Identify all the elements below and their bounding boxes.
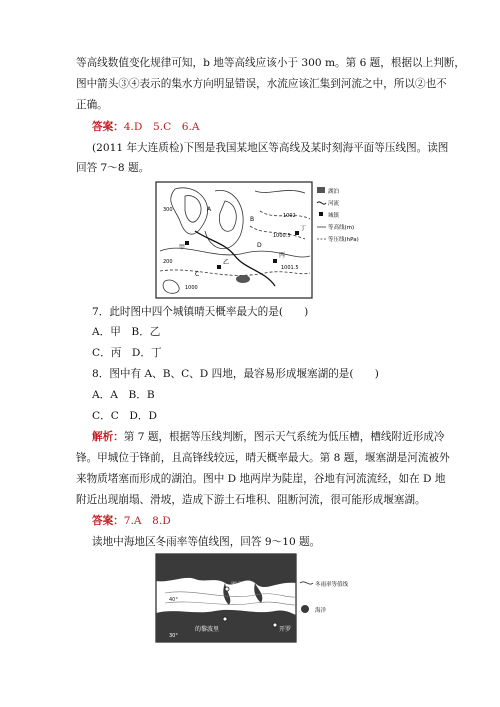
answer-value: 7.A 8.D (123, 515, 171, 527)
map-label: 乙 (223, 259, 230, 266)
analysis-text: 第 7 题，根据等压线判断，图示天气系统为低压槽，槽线附近形成冷 (123, 431, 445, 443)
answer-line (92, 120, 452, 134)
legend-label: 冬雨率等值线 (315, 582, 349, 588)
map-label: 丙 (279, 252, 286, 259)
map-label: 1000.5 (273, 233, 291, 239)
answer-label: 答案： (92, 515, 124, 527)
map-label: 30° (169, 633, 178, 639)
text-line: 图中箭头③④表示的集水方向明显错误，水流应该汇集到河流之中，所以②也不 (76, 78, 447, 90)
map-label: 罗马 (231, 582, 244, 589)
question-8-options: C．C D．D (92, 410, 157, 422)
map-label: D (257, 242, 262, 249)
legend-label: 海洋 (315, 608, 327, 614)
map-label: 甲 (179, 244, 186, 251)
text-line: 等高线数值变化规律可知，b 地等高线应该小于 300 m。第 6 题，根据以上判断， (76, 57, 466, 69)
question-intro: 回答 7～8 题。 (76, 162, 150, 174)
question-8-options: A．A B．B (92, 389, 155, 401)
legend-label: 等高线(m) (328, 225, 355, 231)
legend-label: 等压线(hPa) (328, 237, 359, 243)
contour-isobar-map (155, 181, 363, 299)
text-line: 正确。 (76, 99, 108, 111)
map-label: 1002 (283, 213, 296, 219)
analysis-line: 来物质堵塞而形成的湖泊。图中 D 地两岸为陡崖，谷地有河流流经，如在 D 地 (76, 473, 446, 485)
map-label: 开罗 (279, 626, 292, 633)
map-legend (300, 580, 349, 614)
mediterranean-map (155, 553, 355, 643)
question-7-options: C．丙 D．丁 (92, 347, 162, 359)
question-intro: (2011 年大连质检)下图是我国某地区等高线及某时刻海平面等压线图。读图 (92, 142, 449, 154)
legend-label: 城镇 (328, 213, 340, 219)
map-label: 1000 (185, 285, 198, 291)
map-label: 300 (163, 207, 173, 213)
map-label: A (207, 206, 212, 213)
map-graphic (155, 553, 355, 643)
legend-label: 湖泊 (328, 189, 340, 195)
map-label: B (250, 216, 255, 223)
analysis-line (92, 430, 452, 444)
map-legend (317, 187, 359, 243)
question-8: 8．图中有 A、B、C、D 四地，最容易形成堰塞湖的是( ) (92, 368, 379, 380)
question-intro: 读地中海地区冬雨率等值线图，回答 9～10 题。 (92, 536, 321, 548)
question-7-options: A．甲 B．乙 (92, 326, 161, 338)
answer-value: 4.D 5.C 6.A (123, 121, 200, 133)
legend-label: 河流 (328, 201, 340, 207)
analysis-label: 解析： (92, 431, 124, 443)
map-label: 的黎波里 (195, 626, 220, 633)
map-label: 200 (163, 259, 173, 265)
map-graphic (155, 181, 363, 299)
analysis-line: 锋。甲城位于锋前，且高锋线较远，晴天概率最大。第 8 题，堰塞湖是河流被外 (76, 452, 450, 464)
question-7: 7．此时图中四个城镇晴天概率最大的是( ) (92, 306, 309, 318)
answer-line (92, 514, 452, 528)
map-label: 1001.5 (281, 265, 299, 271)
map-label: 40° (169, 597, 178, 603)
map-label: C (195, 271, 200, 278)
map-label: 丁 (300, 225, 307, 232)
answer-label: 答案： (92, 121, 124, 133)
analysis-line: 附近出现崩塌、滑坡，造成下游土石堆积、阻断河流，很可能形成堰塞湖。 (76, 494, 426, 506)
